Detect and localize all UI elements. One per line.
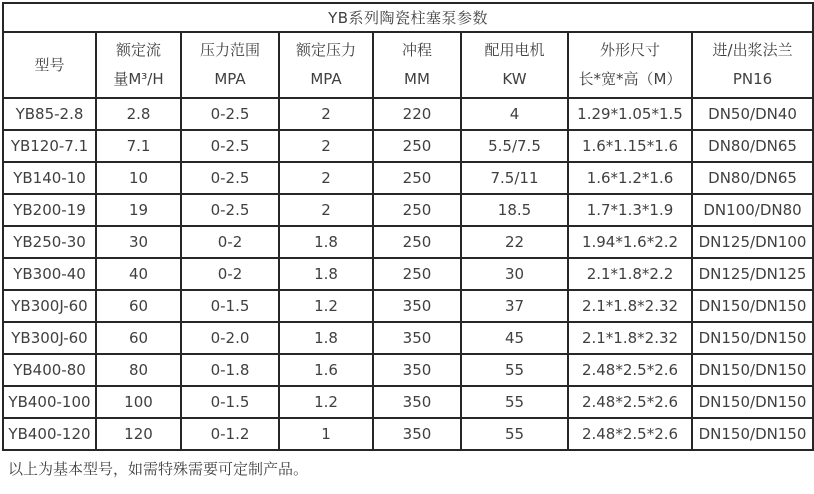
table-cell: 250 <box>373 194 461 226</box>
column-header-line: MPA <box>310 70 342 88</box>
table-cell: 2 <box>279 162 373 194</box>
table-cell: 220 <box>373 98 461 130</box>
table-cell: 1.29*1.05*1.5 <box>568 98 692 130</box>
column-header-flange <box>692 32 813 98</box>
table-row <box>3 162 813 194</box>
column-header-line: 压力范围 <box>199 41 260 59</box>
table-cell: DN125/DN100 <box>692 226 813 258</box>
column-header-line: 额定压力 <box>295 41 356 59</box>
column-header-rated-pressure <box>279 32 373 98</box>
table-row <box>3 226 813 258</box>
table-cell: YB400-100 <box>3 386 96 418</box>
table-cell: 2.48*2.5*2.6 <box>568 386 692 418</box>
table-cell: 120 <box>96 418 181 450</box>
table-cell: YB400-120 <box>3 418 96 450</box>
table-cell: 1 <box>279 418 373 450</box>
table-row <box>3 290 813 322</box>
table-cell: DN100/DN80 <box>692 194 813 226</box>
column-header-line: 长*宽*高（M） <box>578 70 682 88</box>
table-cell: 19 <box>96 194 181 226</box>
table-cell: 2 <box>279 130 373 162</box>
column-header-line: 进/出浆法兰 <box>712 41 793 59</box>
table-title: YB系列陶瓷柱塞泵参数 <box>3 3 813 32</box>
table-cell: 2 <box>279 194 373 226</box>
table-cell: 30 <box>96 226 181 258</box>
table-cell: 55 <box>461 418 568 450</box>
table-cell: 0-2 <box>181 258 279 290</box>
table-cell: YB300-40 <box>3 258 96 290</box>
table-row <box>3 98 813 130</box>
table-cell: 350 <box>373 418 461 450</box>
table-cell: 0-1.2 <box>181 418 279 450</box>
table-cell: 1.94*1.6*2.2 <box>568 226 692 258</box>
column-header-pressure-range <box>181 32 279 98</box>
table-cell: 350 <box>373 290 461 322</box>
table-body <box>3 98 813 450</box>
table-cell: 55 <box>461 386 568 418</box>
table-cell: 40 <box>96 258 181 290</box>
column-header-motor-power <box>461 32 568 98</box>
table-row <box>3 322 813 354</box>
table-cell: DN150/DN150 <box>692 290 813 322</box>
column-header-rated-flow <box>96 32 181 98</box>
table-cell: 2.1*1.8*2.32 <box>568 322 692 354</box>
table-cell: DN150/DN150 <box>692 418 813 450</box>
table-cell: DN125/DN125 <box>692 258 813 290</box>
column-header-dimensions <box>568 32 692 98</box>
table-cell: YB85-2.8 <box>3 98 96 130</box>
table-cell: 60 <box>96 322 181 354</box>
table-cell: 10 <box>96 162 181 194</box>
column-header-line: KW <box>502 70 527 88</box>
column-header-line: 配用电机 <box>484 41 545 59</box>
table-cell: 0-1.5 <box>181 386 279 418</box>
column-header-line: MPA <box>214 70 246 88</box>
table-cell: 37 <box>461 290 568 322</box>
column-header-model <box>3 32 96 98</box>
table-cell: 0-1.8 <box>181 354 279 386</box>
table-cell: 250 <box>373 226 461 258</box>
table-cell: 0-2.5 <box>181 162 279 194</box>
table-cell: 0-2 <box>181 226 279 258</box>
table-row <box>3 130 813 162</box>
column-header-line: 额定流 <box>115 41 161 59</box>
table-cell: 350 <box>373 386 461 418</box>
table-cell: 1.8 <box>279 258 373 290</box>
table-cell: 250 <box>373 130 461 162</box>
table-cell: 2 <box>279 98 373 130</box>
table-cell: 100 <box>96 386 181 418</box>
table-cell: 0-2.5 <box>181 130 279 162</box>
pump-spec-table <box>2 2 814 451</box>
table-cell: 1.6 <box>279 354 373 386</box>
table-cell: 2.48*2.5*2.6 <box>568 354 692 386</box>
table-cell: 1.8 <box>279 226 373 258</box>
table-cell: 7.5/11 <box>461 162 568 194</box>
column-header-line: 冲程 <box>401 41 432 59</box>
table-cell: 2.1*1.8*2.2 <box>568 258 692 290</box>
table-cell: 1.2 <box>279 386 373 418</box>
table-cell: 45 <box>461 322 568 354</box>
table-cell: DN80/DN65 <box>692 130 813 162</box>
table-cell: YB250-30 <box>3 226 96 258</box>
table-cell: DN150/DN150 <box>692 322 813 354</box>
table-row <box>3 194 813 226</box>
table-cell: YB400-80 <box>3 354 96 386</box>
table-cell: 2.1*1.8*2.32 <box>568 290 692 322</box>
table-row <box>3 354 813 386</box>
table-header-row <box>3 32 813 98</box>
table-cell: 55 <box>461 354 568 386</box>
column-header-line: 型号 <box>34 55 65 74</box>
table-cell: 1.6*1.2*1.6 <box>568 162 692 194</box>
table-cell: 22 <box>461 226 568 258</box>
table-cell: 1.7*1.3*1.9 <box>568 194 692 226</box>
table-cell: 250 <box>373 258 461 290</box>
footer-note: 以上为基本型号，如需特殊需要可定制产品。 <box>8 460 309 478</box>
table-cell: 1.8 <box>279 322 373 354</box>
table-row <box>3 418 813 450</box>
table-cell: 0-1.5 <box>181 290 279 322</box>
table-cell: 350 <box>373 322 461 354</box>
table-row <box>3 258 813 290</box>
table-cell: YB120-7.1 <box>3 130 96 162</box>
table-cell: 250 <box>373 162 461 194</box>
table-cell: 18.5 <box>461 194 568 226</box>
table-cell: 2.48*2.5*2.6 <box>568 418 692 450</box>
table-cell: 1.6*1.15*1.6 <box>568 130 692 162</box>
table-cell: 0-2.0 <box>181 322 279 354</box>
table-cell: 7.1 <box>96 130 181 162</box>
table-cell: 0-2.5 <box>181 98 279 130</box>
table-cell: YB300J-60 <box>3 290 96 322</box>
table-cell: YB300J-60 <box>3 322 96 354</box>
table-row <box>3 386 813 418</box>
table-cell: 0-2.5 <box>181 194 279 226</box>
table-cell: DN150/DN150 <box>692 354 813 386</box>
table-cell: 60 <box>96 290 181 322</box>
column-header-line: 外形尺寸 <box>599 41 660 59</box>
table-cell: YB200-19 <box>3 194 96 226</box>
table-cell: 1.2 <box>279 290 373 322</box>
table-cell: 30 <box>461 258 568 290</box>
table-cell: 80 <box>96 354 181 386</box>
table-cell: DN50/DN40 <box>692 98 813 130</box>
table-cell: 4 <box>461 98 568 130</box>
column-header-line: 量M³/H <box>113 70 164 88</box>
table-cell: DN150/DN150 <box>692 386 813 418</box>
table-cell: 350 <box>373 354 461 386</box>
table-cell: 5.5/7.5 <box>461 130 568 162</box>
table-cell: DN80/DN65 <box>692 162 813 194</box>
column-header-stroke <box>373 32 461 98</box>
column-header-line: MM <box>404 70 430 88</box>
table-cell: YB140-10 <box>3 162 96 194</box>
column-header-line: PN16 <box>732 70 773 88</box>
table-title-row <box>3 3 813 32</box>
table-cell: 2.8 <box>96 98 181 130</box>
